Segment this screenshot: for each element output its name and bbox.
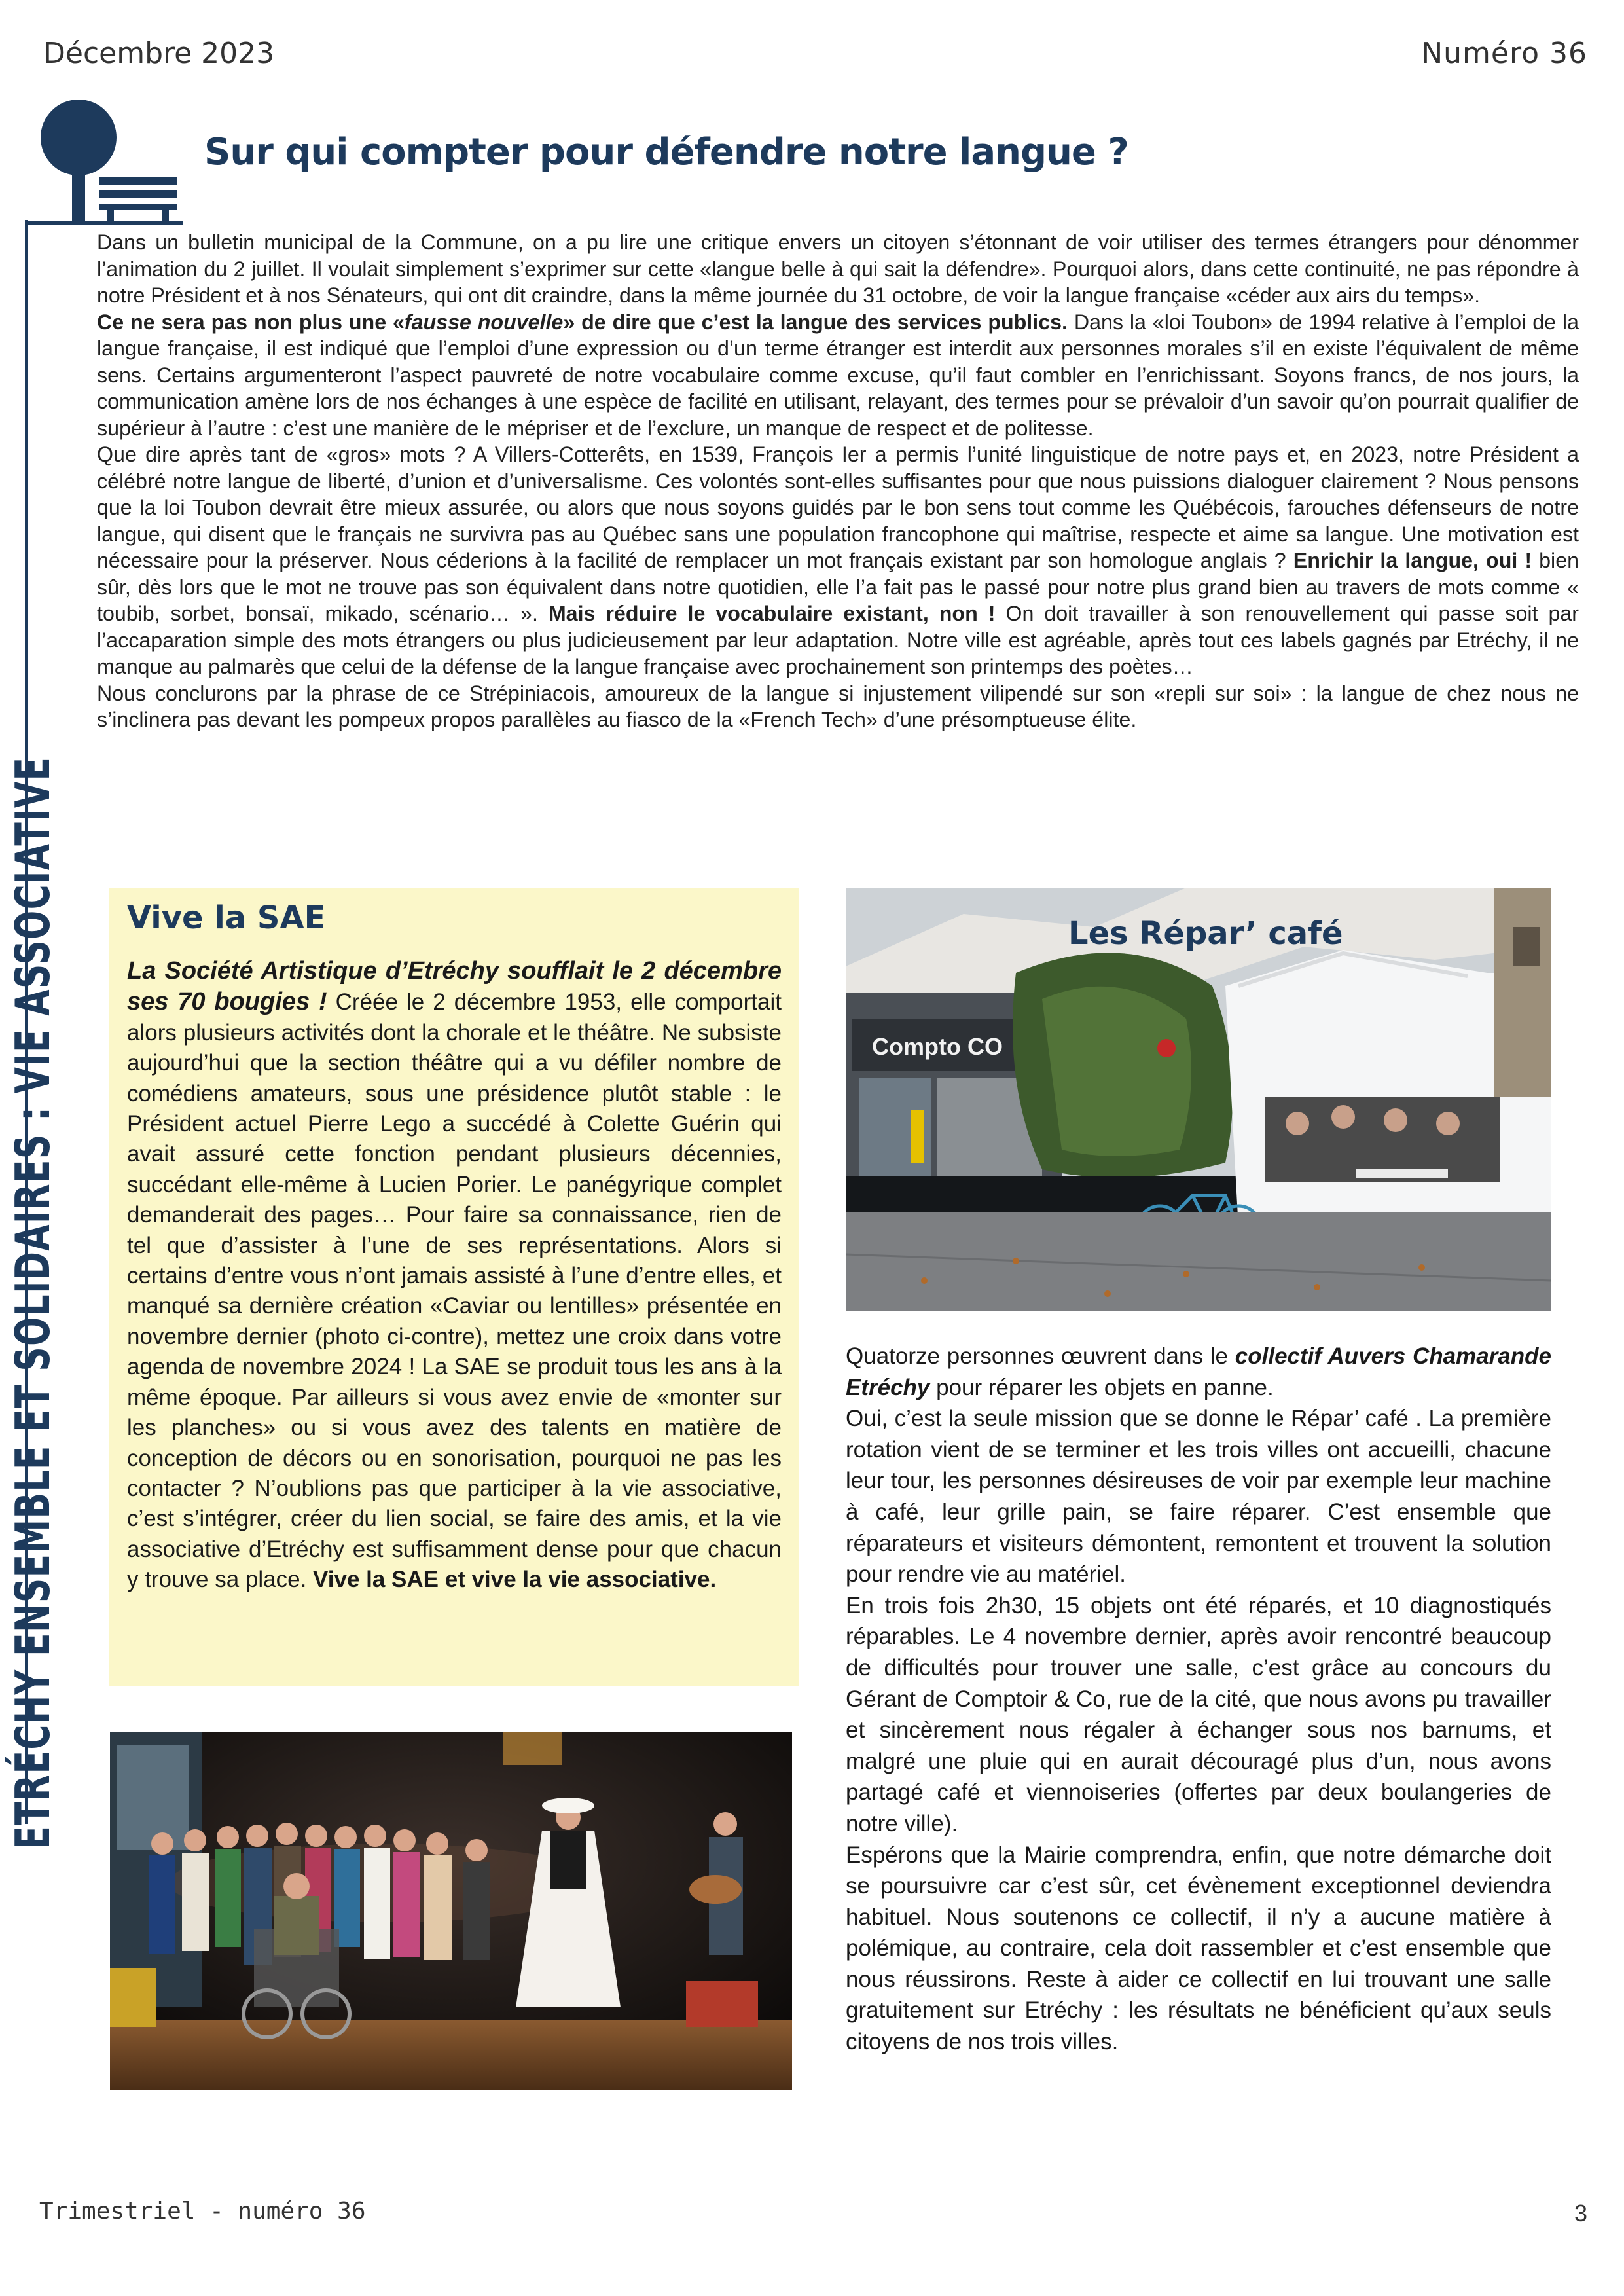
paragraph-text: On doit travailler à son renouvellement qui passe soit par l’accaparation simple des mots étrangers ou plus judicieusement par leur adaptation. Notre ville est agréable, après tout ces labels gagnés par Etréchy, il ne manque au palmarès que celui de la défense de la langue française avec prochainement son printemps des poètes… — [97, 602, 1579, 678]
collective-name: collectif Auvers Chamarande Etréchy — [846, 1343, 1551, 1400]
cafe-paragraph: Oui, c’est la seule mission que se donne le Répar’ café . La première rotation vient de se terminer et les trois villes ont accueilli, chacune leur tour, les personnes désireuses de voir par exemple leur machine à café, leur grille pain, se faire réparer. C’est ensemble que réparateurs et visiteurs démontent, remontent et trouvent la solution pour rendre vie au matériel. — [846, 1406, 1551, 1588]
page-number: 3 — [1574, 2200, 1587, 2227]
cafe-paragraph — [846, 1341, 1551, 1403]
bold-phrase: Enrichir la langue, oui ! — [1293, 549, 1532, 572]
sae-lead: La Société Artistique d’Etréchy soufflait le 2 décembre ses 70 bougies ! — [127, 957, 782, 1016]
cafe-text: pour réparer les objets en panne. — [929, 1374, 1274, 1400]
bold-lead: Ce ne sera pas non plus une « — [97, 310, 405, 334]
cafe-text: Quatorze personnes œuvrent dans le — [846, 1343, 1235, 1369]
sae-body — [127, 956, 782, 1595]
paragraph-text: bien sûr, dès lors que le mot ne trouve pas son équivalent dans notre quotidien, elle l’a fait pas le passé pour notre plus grand bien au travers de mots comme « toubib, sorbet, bonsaï, mikado, scénario… ». — [97, 549, 1579, 625]
cafe-title: Les Répar’ café — [1068, 915, 1343, 952]
article-paragraph — [97, 309, 1579, 442]
sae-title: Vive la SAE — [127, 900, 326, 936]
article-paragraph: Nous conclurons par la phrase de ce Strépiniacois, amoureux de la langue si injustement vilipendé sur son «repli sur soi» : la langue de chez nous ne s’inclinera pas devant les pompeux propos parallèles au fiasco de la «French Tech» d’une présomptueuse élite. — [97, 681, 1579, 731]
cafe-paragraph: Espérons que la Mairie comprendra, enfin, que notre démarche doit se poursuivre car c’est sûr, cet évènement exceptionnel deviendra habituel. Nous soutenons ce collectif, il n’y a aucune matière à polémique, au contraire, cela doit rassembler et c’est ensemble que nous réussirons. Reste à aider ce collectif en lui trouvant une salle gratuitement sur Etréchy : les résultats ne bénéficient qu’aux seuls citoyens de nos trois villes. — [846, 1842, 1551, 2055]
issue-date: Décembre 2023 — [43, 37, 275, 70]
paragraph-text: Dans la «loi Toubon» de 1994 relative à l’emploi de la langue française, il est indiqué que l’emploi d’une expression ou d’un terme étranger est interdit aux personnes morales s’il en existe l’équivalent de même sens. Certains argumenteront l’aspect pauvreté de notre vocabulaire comme excuse, qu’il faut combler en l’enrichissant. Soyons francs, de nos jours, la communication amène lors de nos échanges à une espèce de facilité en utilisant, relayant, des termes pour se prévaloir d’un savoir qu’on pourrait qualifier de supérieur à l’autre : c’est une manière de le mépriser et de l’exclure, un manque de respect et de politesse. — [97, 310, 1579, 440]
sae-article-box — [109, 888, 799, 1686]
bold-phrase: Mais réduire le vocabulaire existant, non ! — [548, 602, 996, 625]
sae-closing: Vive la SAE et vive la vie associative. — [313, 1567, 717, 1593]
bold-lead-end: » de dire que c’est la langue des services publics. — [563, 310, 1068, 334]
footer-publication: Trimestriel - numéro 36 — [39, 2198, 366, 2225]
article-title: Sur qui compter pour défendre notre langue ? — [204, 131, 1128, 173]
bold-italic-phrase: fausse nouvelle — [404, 310, 564, 334]
cafe-body — [846, 1341, 1551, 2058]
vertical-section-title — [0, 517, 65, 2088]
theatre-troupe-photo — [110, 1732, 792, 2090]
tree-bench-logo — [26, 98, 183, 229]
issue-number: Numéro 36 — [1421, 37, 1587, 70]
section-title-text: ETRÉCHY ENSEMBLE ET SOLIDAIRES : VIE ASSOCIATIVE — [5, 756, 60, 1850]
paragraph-text: Que dire après tant de «gros» mots ? A Villers-Cotterêts, en 1539, François Ier a permis l’unité linguistique de notre pays et, en 2023, notre Président a célébré notre langue de liberté, d’union et d’universalisme. Ces volontés sont-elles suffisantes pour que nous puissions dialoguer clairement ? Nous pensons que la loi Toubon devrait être mieux assurée, ou alors que nous soyons guidés par le bon sens tout comme les Québécois, farouches défenseurs de notre langue, qui disent que le français ne survivra pas au Québec sans une population francophone qui maîtrise, respecte et aime sa langue. Une motivation est nécessaire pour la préserver. Nous céderions à la facilité de remplacer un mot français existant par son homologue anglais ? — [97, 443, 1579, 572]
cafe-paragraph: En trois fois 2h30, 15 objets ont été réparés, et 10 diagnostiqués réparables. Le 4 novembre dernier, après avoir rencontré beaucoup de difficultés pour trouver une salle, c’est grâce au concours du Gérant de Comptoir & Co, rue de la cité, que nous avons pu travailler et sincèrement nous régaler à échanger sous nos barnums, et malgré une pluie qui en aurait découragé plus d’un, nous avons partagé café et viennoiseries (offertes par deux boulangeries de notre ville). — [846, 1592, 1551, 1836]
article-paragraph — [97, 441, 1579, 680]
shop-sign: Compto CO — [872, 1033, 1003, 1060]
article-paragraph: Dans un bulletin municipal de la Commune, on a pu lire une critique envers un citoyen s’étonnant de voir utiliser des termes étrangers pour dénommer l’animation du 2 juillet. Il voulait simplement s’exprimer sur cette «langue belle à qui sait la défendre». Pourquoi alors, dans cette continuité, ne pas répondre à notre Président et à nos Sénateurs, qui ont dit craindre, dans la même journée du 31 octobre, de voir la langue française «céder aux airs du temps». — [97, 230, 1579, 307]
article-body — [97, 229, 1579, 733]
sae-text: Créée le 2 décembre 1953, elle comportait alors plusieurs activités dont la chorale et le théâtre. Ne subsiste aujourd’hui que la section théâtre qui a vu défiler nombre de comédiens amateurs, sous une présidence plutôt stable : le Président actuel Pierre Lego a succédé à Colette Guérin qui avait assuré cette fonction pendant plusieurs décennies, succédant elle-même à Lucien Porier. Le panégyrique complet demanderait des pages… Pour faire sa connaissance, rien de tel que d’assister à l’une de ses représentations. Alors si certains d’entre vous n’ont jamais assisté à l’une d’entre elles, et manqué sa dernière création «Caviar ou lentilles» présentée en novembre dernier (photo ci-contre), mettez une croix dans votre agenda de novembre 2024 ! La SAE se produit tous les ans à la même époque. Par ailleurs si vous avez envie de «monter sur les planches» ou si vous avez des talents en matière de conception de décors ou en sonorisation, pourquoi ne pas les contacter ? N’oublions pas que participer à la vie associative, c’est s’intégrer, créer du lien social, se faire des amis, et la vie associative d’Etréchy est suffisamment dense pour que chacun y trouve sa place. — [127, 989, 782, 1593]
